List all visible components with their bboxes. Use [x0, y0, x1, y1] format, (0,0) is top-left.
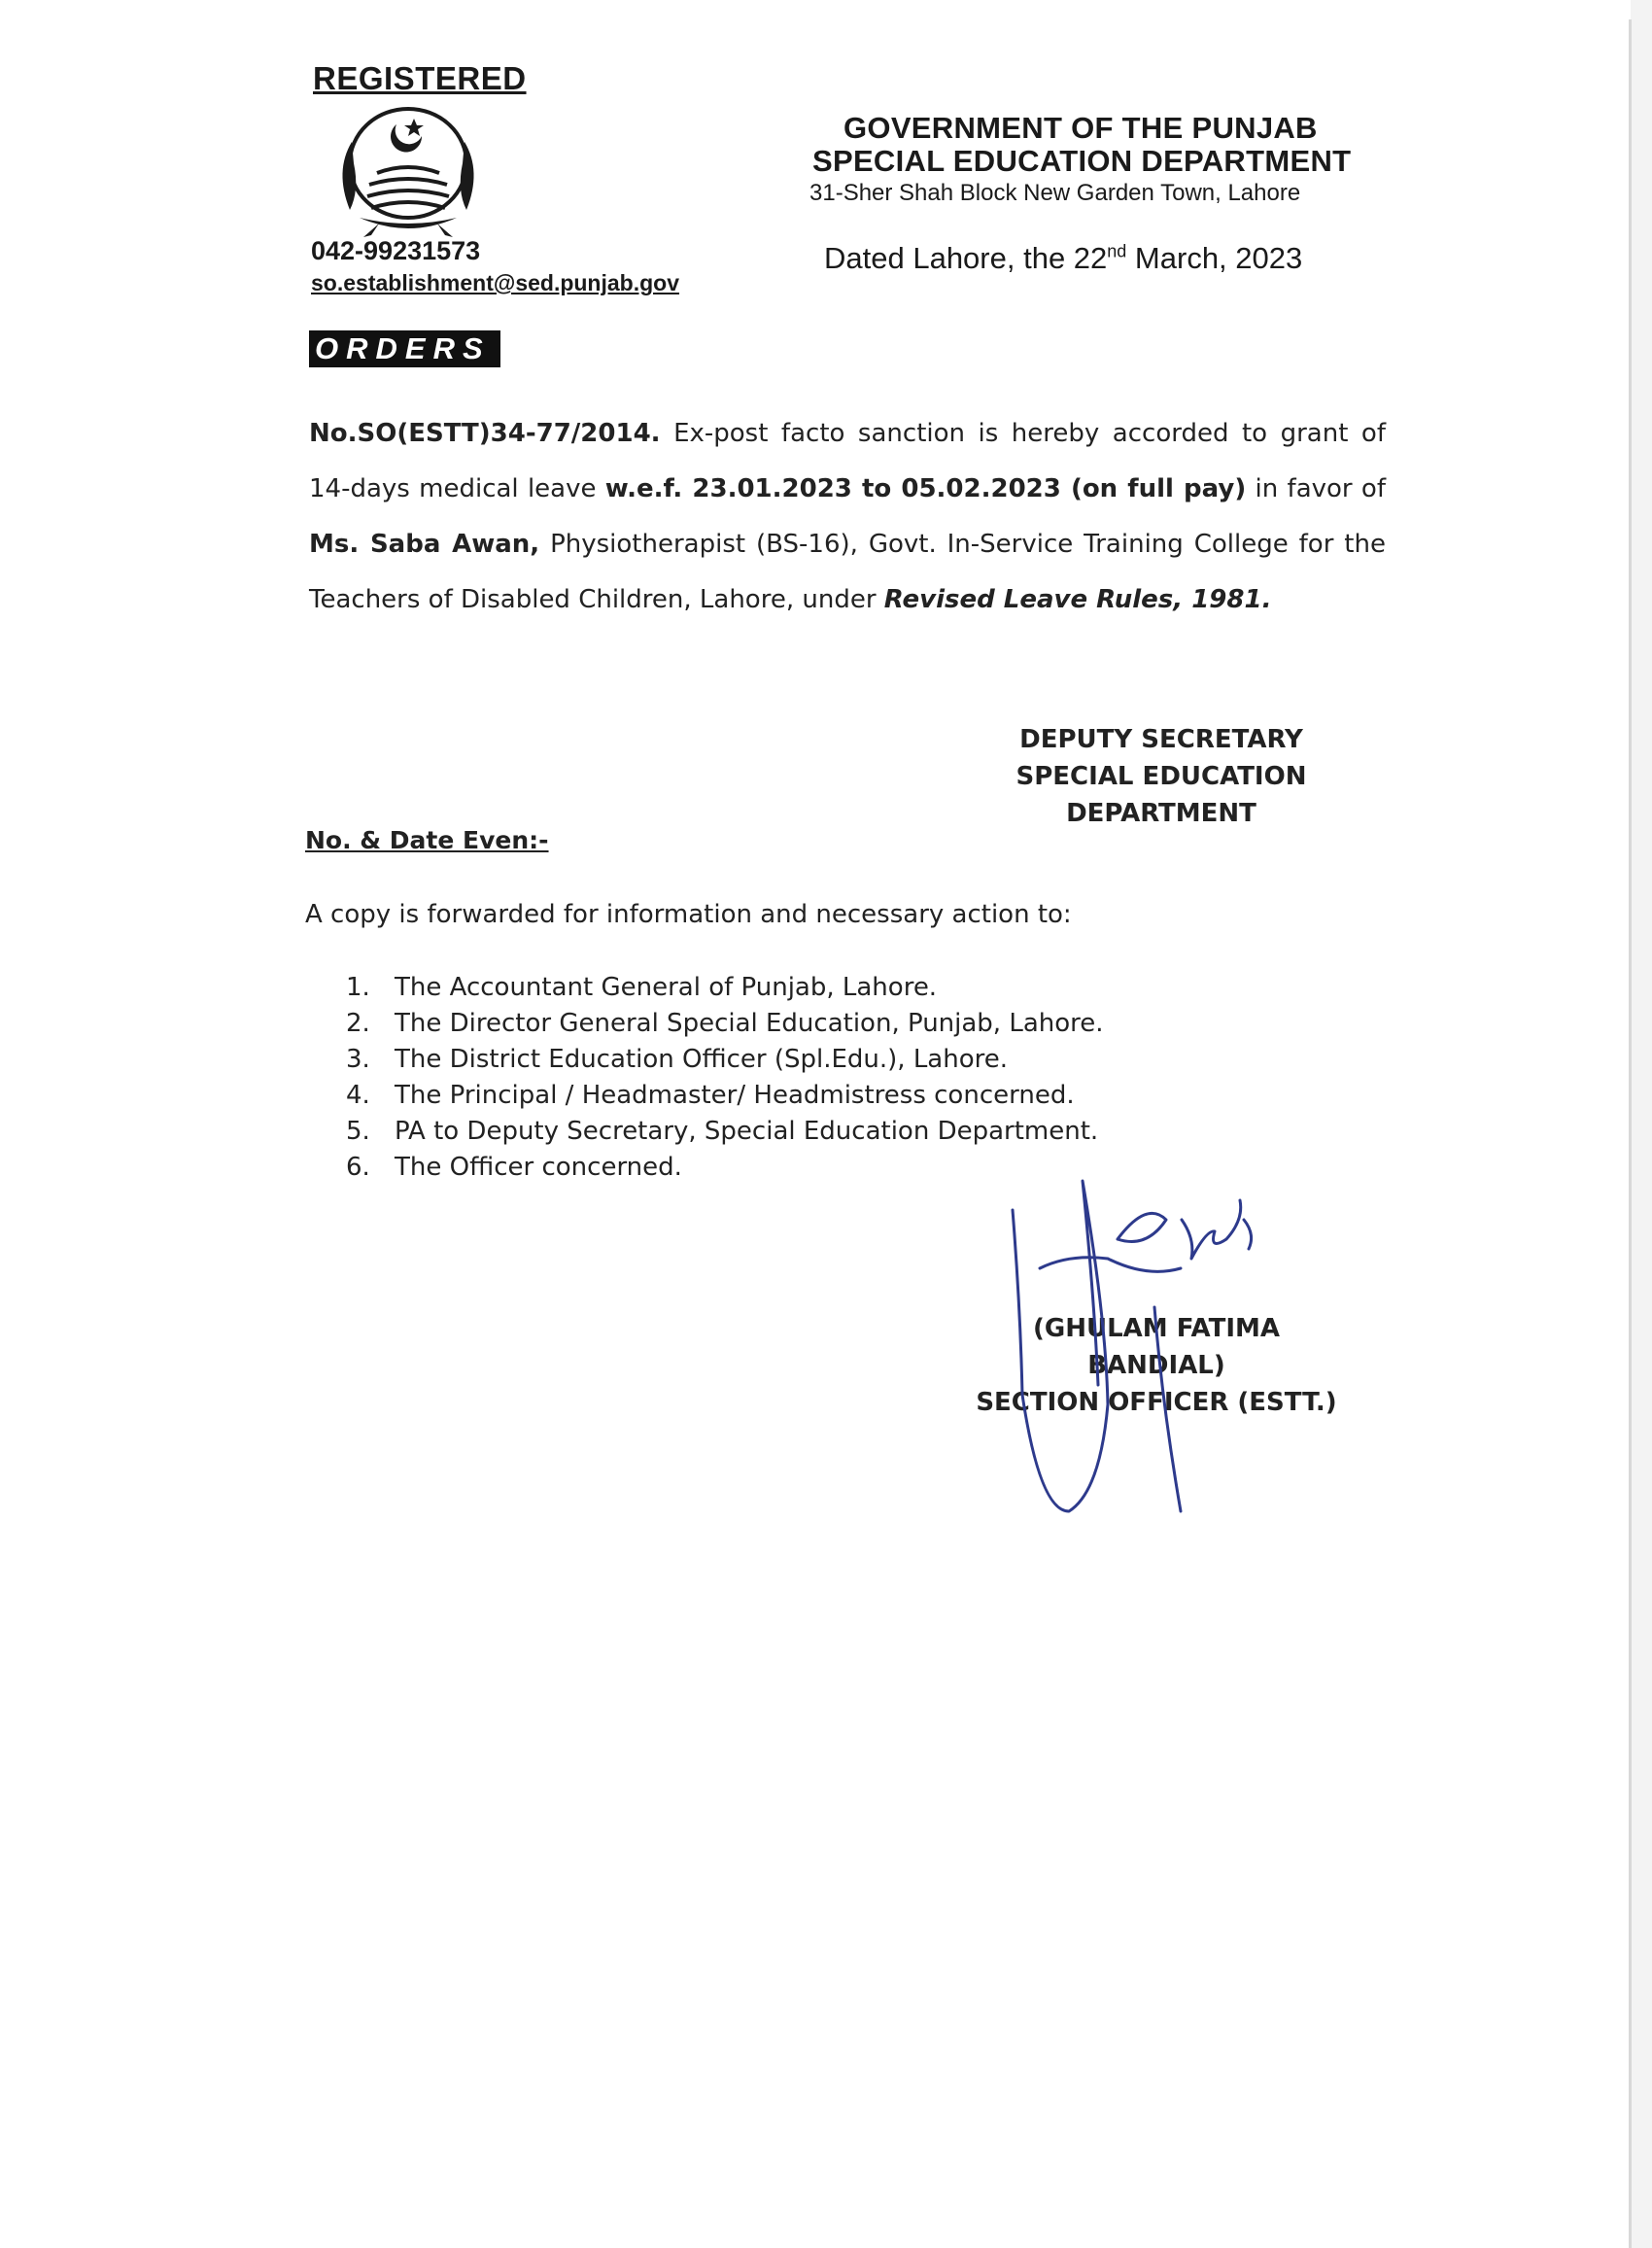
list-item-text: The Accountant General of Punjab, Lahore.: [395, 973, 938, 1002]
list-item: [346, 1042, 1104, 1078]
email-link[interactable]: so.establishment@sed.punjab.gov: [311, 270, 679, 295]
deputy-secretary-block: [991, 721, 1331, 832]
list-item: [346, 1150, 1104, 1186]
list-item: [346, 1006, 1104, 1042]
order-number: No.SO(ESTT)34-77/2014.: [309, 419, 661, 448]
list-item-number: 2.: [346, 1009, 370, 1038]
registered-label: REGISTERED: [313, 60, 527, 96]
department-title: SPECIAL EDUCATION DEPARTMENT: [812, 144, 1352, 178]
list-item-text: The District Education Officer (Spl.Edu.), Lahore.: [395, 1045, 1008, 1074]
list-item-number: 6.: [346, 1153, 370, 1182]
leave-dates: w.e.f. 23.01.2023 to 05.02.2023 (on full pay): [604, 474, 1247, 503]
page-edge: [1629, 19, 1632, 2248]
phone-number: 042-99231573: [311, 236, 481, 265]
list-item: [346, 1078, 1104, 1114]
date-suffix: March, 2023: [1126, 241, 1303, 275]
order-paragraph: [309, 406, 1386, 628]
distribution-heading: No. & Date Even:-: [305, 826, 549, 854]
order-text-2: in favor of: [1246, 474, 1386, 503]
date-superscript: nd: [1107, 241, 1127, 261]
officer-designation: SECTION OFFICER (ESTT.): [976, 1388, 1337, 1417]
handwritten-signature: [1001, 1161, 1283, 1521]
date-line: [824, 241, 1302, 276]
employee-name: Ms. Saba Awan,: [309, 530, 540, 559]
list-item-number: 3.: [346, 1045, 370, 1074]
officer-name: (GHULAM FATIMA BANDIAL): [1033, 1314, 1280, 1380]
orders-label: ORDERS: [309, 330, 500, 367]
list-item-number: 5.: [346, 1117, 370, 1146]
order-text-3: Physiotherapist (BS-16), Govt. In-Service Training College for the Teachers of Disabled Children, Lahore, under: [309, 530, 1386, 614]
order-text-1: Ex-post facto sanction is hereby accorded to grant of 14-days medical leave: [309, 419, 1386, 503]
distribution-list: [346, 970, 1104, 1186]
list-item-text: The Officer concerned.: [395, 1153, 682, 1182]
list-item: [346, 970, 1104, 1006]
list-item-text: The Director General Special Education, Punjab, Lahore.: [395, 1009, 1104, 1038]
list-item-number: 1.: [346, 973, 370, 1002]
list-item: [346, 1114, 1104, 1150]
list-item-text: The Principal / Headmaster/ Headmistress concerned.: [395, 1081, 1075, 1110]
list-item-number: 4.: [346, 1081, 370, 1110]
distribution-intro: A copy is forwarded for information and necessary action to:: [305, 900, 1072, 929]
list-item-text: PA to Deputy Secretary, Special Education Department.: [395, 1117, 1099, 1146]
department-address: 31-Sher Shah Block New Garden Town, Lahore: [809, 180, 1301, 206]
leave-rules: Revised Leave Rules, 1981.: [883, 585, 1272, 614]
government-title: GOVERNMENT OF THE PUNJAB: [843, 111, 1318, 145]
date-prefix: Dated Lahore, the 22: [824, 241, 1108, 275]
deputy-secretary-line3: DEPARTMENT: [1066, 799, 1256, 828]
punjab-emblem-icon: [321, 103, 496, 239]
deputy-secretary-line1: DEPUTY SECRETARY: [1019, 725, 1303, 754]
deputy-secretary-line2: SPECIAL EDUCATION: [1015, 762, 1307, 791]
